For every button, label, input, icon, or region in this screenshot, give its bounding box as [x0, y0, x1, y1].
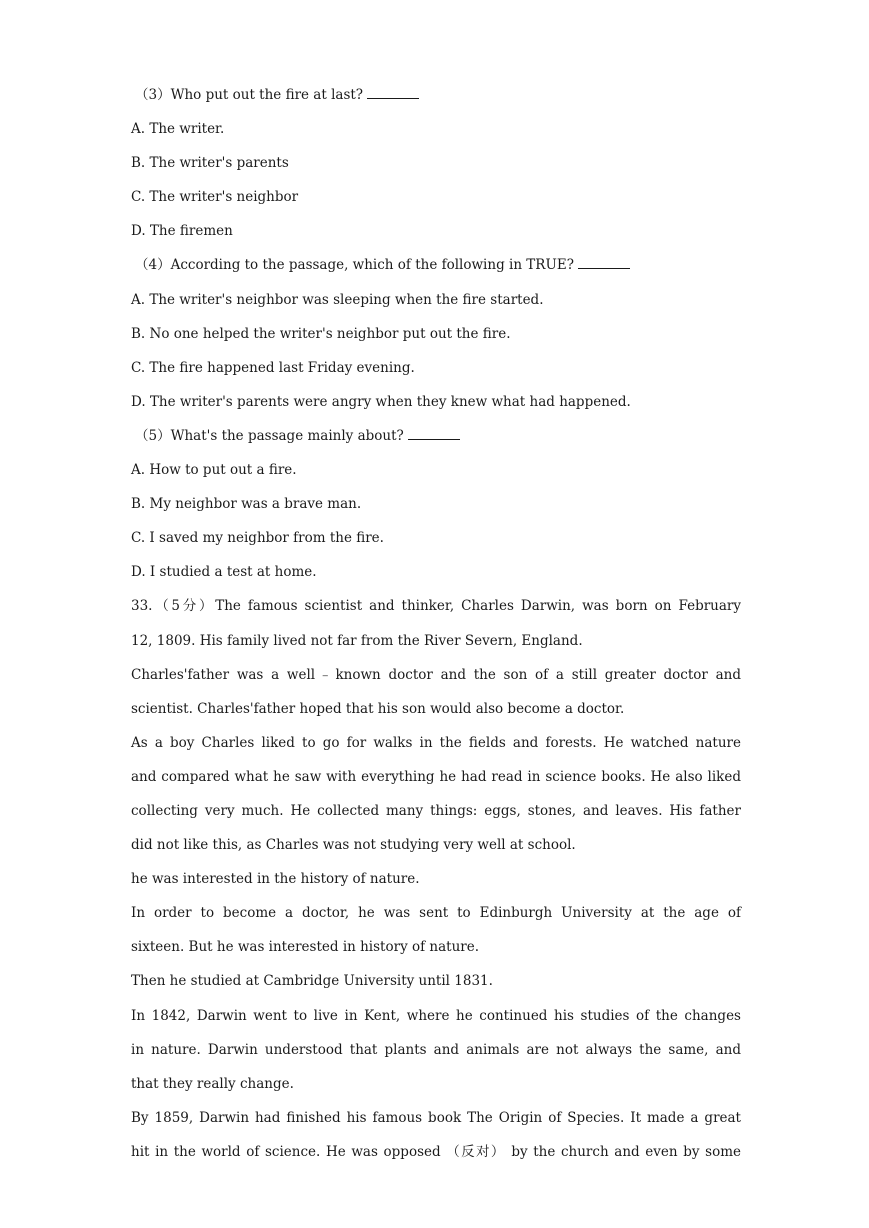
- passage-line: and compared what he saw with everything he had read in science books. He also liked: [131, 768, 741, 785]
- passage-line: In order to become a doctor, he was sent to Edinburgh University at the age of: [131, 905, 741, 922]
- passage-line: in nature. Darwin understood that plants and animals are not always the same, and: [131, 1041, 741, 1058]
- question-5-option-d: D. I studied a test at home.: [131, 564, 317, 581]
- question-3-option-d: D. The firemen: [131, 223, 233, 240]
- question-5-stem: （5）What's the passage mainly about?: [131, 425, 741, 459]
- answer-blank[interactable]: [578, 255, 630, 269]
- question-5-option-c: C. I saved my neighbor from the fire.: [131, 530, 384, 547]
- passage-line: he was interested in the history of nature.: [131, 871, 420, 888]
- passage-line: hit in the world of science. He was opposed （反对） by the church and even by some: [131, 1143, 741, 1160]
- passage-line: 12, 1809. His family lived not far from the River Severn, England.: [131, 632, 583, 649]
- passage-line: collecting very much. He collected many things: eggs, stones, and leaves. His father: [131, 802, 741, 819]
- question-4-option-a: A. The writer's neighbor was sleeping when the fire started.: [131, 291, 544, 308]
- document-page: [131, 84, 741, 1175]
- question-3-option-a: A. The writer.: [131, 121, 225, 138]
- passage-line: Charles'father was a well﹣known doctor and the son of a still greater doctor and: [131, 666, 741, 683]
- passage-line: 33.（5分）The famous scientist and thinker, Charles Darwin, was born on February: [131, 598, 741, 615]
- question-3-option-b: B. The writer's parents: [131, 155, 289, 172]
- answer-blank[interactable]: [408, 426, 460, 440]
- question-5-option-b: B. My neighbor was a brave man.: [131, 496, 362, 513]
- question-4-option-c: C. The fire happened last Friday evening.: [131, 359, 415, 376]
- passage-line: did not like this, as Charles was not studying very well at school.: [131, 837, 576, 854]
- passage-line: sixteen. But he was interested in history of nature.: [131, 939, 479, 956]
- question-4-option-d: D. The writer's parents were angry when they knew what had happened.: [131, 393, 631, 410]
- answer-blank[interactable]: [367, 85, 419, 99]
- passage-line: Then he studied at Cambridge University until 1831.: [131, 973, 493, 990]
- passage-line: In 1842, Darwin went to live in Kent, where he continued his studies of the changes: [131, 1007, 741, 1024]
- question-5-option-a: A. How to put out a fire.: [131, 462, 297, 479]
- passage-line: By 1859, Darwin had finished his famous book The Origin of Species. It made a great: [131, 1109, 741, 1126]
- question-4-stem: （4）According to the passage, which of the following in TRUE?: [131, 254, 741, 288]
- passage-line: As a boy Charles liked to go for walks in the fields and forests. He watched nature: [131, 734, 741, 751]
- question-3-stem: （3）Who put out the fire at last?: [131, 84, 741, 118]
- question-4-option-b: B. No one helped the writer's neighbor put out the fire.: [131, 325, 511, 342]
- passage-line: that they really change.: [131, 1075, 294, 1092]
- question-3-option-c: C. The writer's neighbor: [131, 189, 299, 206]
- passage-line: scientist. Charles'father hoped that his son would also become a doctor.: [131, 700, 625, 717]
